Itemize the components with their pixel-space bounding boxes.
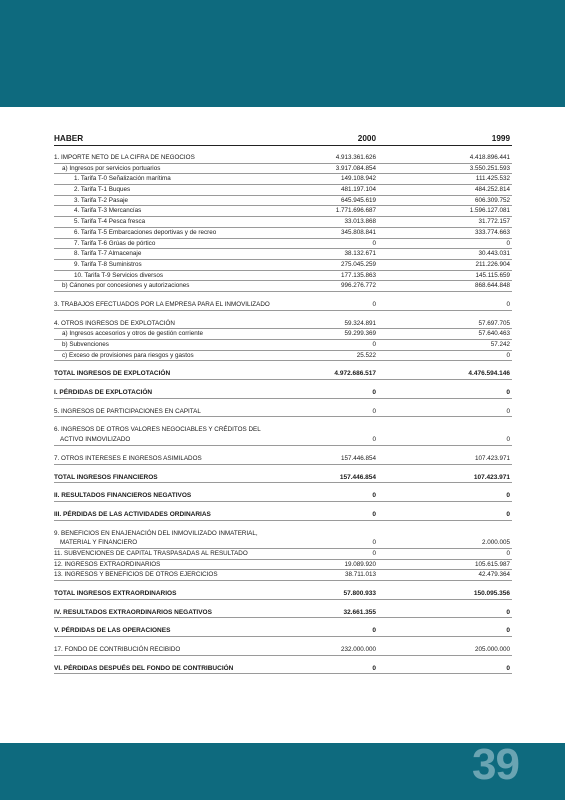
row-value-2000: 177.135.863: [340, 271, 376, 279]
table-row: [54, 329, 512, 340]
row-label: TOTAL INGRESOS FINANCIEROS: [54, 473, 158, 481]
row-value-2000: 0: [372, 239, 376, 247]
row-value-2000: 59.299.369: [344, 330, 376, 338]
row-label: V. PÉRDIDAS DE LAS OPERACIONES: [54, 627, 171, 635]
row-value-1999: 211.226.904: [475, 260, 510, 268]
row-label: ACTIVO INMOVILIZADO: [60, 436, 131, 444]
row-value-2000: 59.324.891: [344, 319, 376, 327]
row-value-2000: 0: [372, 436, 376, 444]
row-value-1999: 0: [506, 549, 510, 557]
row-label: a) Ingresos por servicios portuarios: [62, 164, 161, 172]
row-value-2000: 25.522: [356, 351, 376, 359]
row-value-1999: 111.425.532: [475, 175, 510, 183]
row-label: 3. Tarifa T-2 Pasaje: [74, 196, 129, 204]
row-value-1999: 4.476.594.146: [468, 370, 510, 378]
row-value-1999: 0: [506, 664, 510, 672]
row-label: 5. Tarifa T-4 Pesca fresca: [74, 218, 146, 226]
income-statement: [54, 128, 512, 674]
row-label: 6. INGRESOS DE OTROS VALORES NEGOCIABLES Y CRÉDITOS DEL: [54, 426, 261, 434]
row-value-1999: 2.000.005: [481, 539, 510, 547]
table-row: [54, 529, 512, 539]
table-row: [54, 425, 512, 435]
row-label: 13. INGRESOS Y BENEFICIOS DE OTROS EJERCICIOS: [54, 571, 218, 579]
table-row: [54, 196, 512, 207]
table-row: [54, 174, 512, 185]
row-value-1999: 0: [506, 627, 510, 635]
row-value-2000: 57.800.933: [343, 590, 376, 597]
table-row: [54, 271, 512, 282]
table-row: [54, 407, 512, 418]
table-row: [54, 206, 512, 217]
row-value-1999: 3.550.251.593: [469, 164, 510, 172]
row-value-2000: 996.276.772: [340, 282, 376, 290]
row-value-1999: 150.095.356: [473, 590, 510, 597]
header-label: HABER: [54, 134, 84, 143]
table-row: [54, 454, 512, 465]
table-row: [54, 549, 512, 560]
table-row: [54, 538, 512, 549]
row-value-2000: 32.661.355: [343, 608, 376, 616]
row-label: 12. INGRESOS EXTRAORDINARIOS: [54, 560, 161, 568]
row-label: 3. TRABAJOS EFECTUADOS POR LA EMPRESA PARA EL INMOVILIZADO: [54, 300, 270, 308]
table-row: [54, 435, 512, 446]
row-value-2000: 0: [372, 549, 376, 557]
row-value-1999: 0: [506, 407, 510, 415]
row-value-1999: 57.242: [490, 341, 510, 348]
row-value-1999: 4.418.896.441: [469, 154, 510, 161]
row-label: TOTAL INGRESOS DE EXPLOTACIÓN: [54, 370, 171, 378]
table-row: [54, 510, 512, 521]
row-label: c) Exceso de provisiones para riesgos y gastos: [62, 351, 194, 359]
table-row: [54, 560, 512, 571]
table-row: [54, 239, 512, 250]
row-value-2000: 3.917.084.854: [335, 164, 376, 172]
row-label: a) Ingresos accesorios y otros de gestión corriente: [62, 330, 204, 338]
row-label: 5. INGRESOS DE PARTICIPACIONES EN CAPITAL: [54, 407, 201, 415]
table-row: [54, 388, 512, 399]
table-row: [54, 626, 512, 637]
header-year-1999: 1999: [491, 134, 510, 143]
page-number: 39: [472, 740, 519, 789]
row-label: III. PÉRDIDAS DE LAS ACTIVIDADES ORDINARIAS: [54, 510, 211, 518]
row-value-1999: 0: [506, 389, 510, 397]
row-value-2000: 0: [372, 407, 376, 415]
row-value-1999: 606.309.752: [474, 196, 510, 204]
row-label: 6. Tarifa T-5 Embarcaciones deportivas y de recreo: [74, 228, 217, 236]
row-value-1999: 0: [506, 492, 510, 500]
table-row: [54, 351, 512, 362]
table-row: [54, 249, 512, 260]
table-body: [54, 153, 512, 674]
row-value-1999: 0: [506, 436, 510, 444]
row-value-1999: 484.252.814: [474, 186, 510, 194]
row-value-2000: 645.945.619: [340, 196, 376, 204]
table-row: [54, 589, 512, 600]
row-label: II. RESULTADOS FINANCIEROS NEGATIVOS: [54, 492, 192, 500]
row-label: VI. PÉRDIDAS DESPUÉS DEL FONDO DE CONTRIBUCIÓN: [54, 664, 234, 672]
row-label: 1. IMPORTE NETO DE LA CIFRA DE NEGOCIOS: [54, 154, 195, 161]
row-value-1999: 42.479.364: [478, 571, 510, 579]
row-value-2000: 38.711.013: [344, 571, 376, 579]
row-value-1999: 31.772.157: [478, 218, 510, 226]
row-value-2000: 0: [372, 492, 376, 500]
table-row: [54, 319, 512, 330]
row-value-2000: 157.446.854: [339, 473, 376, 481]
row-label: 7. Tarifa T-6 Grúas de pórtico: [74, 239, 156, 247]
table-row: [54, 153, 512, 164]
row-label: 4. OTROS INGRESOS DE EXPLOTACIÓN: [54, 319, 175, 327]
table-row: [54, 281, 512, 292]
table-row: [54, 340, 512, 351]
header-year-2000: 2000: [357, 134, 376, 143]
row-value-2000: 345.808.841: [340, 228, 376, 236]
row-label: 9. BENEFICIOS EN ENAJENACIÓN DEL INMOVILIZADO INMATERIAL,: [54, 529, 258, 537]
table-row: [54, 645, 512, 656]
row-value-1999: 0: [506, 608, 510, 616]
row-label: 7. OTROS INTERESES E INGRESOS ASIMILADOS: [54, 454, 202, 462]
row-label: 1. Tarifa T-0 Señalización marítima: [74, 175, 171, 183]
row-value-2000: 0: [372, 664, 376, 672]
row-label: I. PÉRDIDAS DE EXPLOTACIÓN: [54, 389, 153, 397]
row-value-2000: 4.972.686.517: [334, 370, 376, 378]
table-row: [54, 664, 512, 675]
row-value-1999: 107.423.971: [473, 473, 510, 481]
row-label: 9. Tarifa T-8 Suministros: [74, 260, 142, 268]
row-label: IV. RESULTADOS EXTRAORDINARIOS NEGATIVOS: [54, 608, 212, 616]
row-value-2000: 1.771.696.687: [335, 207, 376, 215]
row-value-2000: 0: [372, 389, 376, 397]
row-value-2000: 275.045.259: [340, 260, 376, 268]
row-value-1999: 1.596.127.081: [469, 207, 510, 215]
row-value-1999: 0: [506, 239, 510, 247]
row-value-1999: 107.423.971: [474, 454, 510, 462]
row-value-1999: 0: [506, 510, 510, 518]
row-value-2000: 149.108.942: [340, 175, 376, 183]
table-row: [54, 608, 512, 619]
row-label: b) Cánones por concesiones y autorizaciones: [62, 282, 190, 290]
row-value-2000: 0: [372, 341, 376, 348]
row-label: 2. Tarifa T-1 Buques: [74, 186, 131, 194]
table-header: [54, 128, 512, 146]
row-value-1999: 105.615.987: [474, 560, 510, 568]
row-value-2000: 0: [372, 300, 376, 308]
row-value-1999: 57.697.705: [478, 319, 510, 327]
row-value-1999: 57.640.463: [478, 330, 510, 338]
table-row: [54, 217, 512, 228]
table-row: [54, 473, 512, 484]
row-value-2000: 157.446.854: [340, 454, 376, 462]
row-label: 11. SUBVENCIONES DE CAPITAL TRASPASADAS AL RESULTADO: [54, 549, 248, 557]
row-label: 8. Tarifa T-7 Almacenaje: [74, 250, 142, 258]
row-label: TOTAL INGRESOS EXTRAORDINARIOS: [54, 590, 177, 597]
row-value-2000: 38.132.671: [344, 250, 376, 258]
top-color-band: [0, 0, 565, 107]
row-label: 4. Tarifa T-3 Mercancías: [74, 207, 142, 215]
table-row: [54, 491, 512, 502]
row-value-2000: 481.197.104: [340, 186, 376, 194]
row-value-2000: 33.013.868: [344, 218, 376, 226]
row-value-1999: 30.443.031: [478, 250, 510, 258]
row-value-2000: 19.089.920: [344, 560, 376, 568]
table-row: [54, 260, 512, 271]
row-value-2000: 0: [372, 627, 376, 635]
row-label: 10. Tarifa T-9 Servicios diversos: [74, 271, 164, 279]
row-value-2000: 0: [372, 510, 376, 518]
row-label: 17. FONDO DE CONTRIBUCIÓN RECIBIDO: [54, 646, 181, 654]
row-value-1999: 0: [506, 300, 510, 308]
table-row: [54, 185, 512, 196]
row-value-2000: 232.000.000: [340, 646, 376, 654]
row-value-1999: 205.000.000: [474, 646, 510, 654]
row-label: b) Subvenciones: [62, 341, 109, 348]
row-value-1999: 868.644.848: [474, 282, 510, 290]
table-row: [54, 164, 512, 175]
table-row: [54, 228, 512, 239]
table-row: [54, 369, 512, 380]
table-row: [54, 570, 512, 581]
row-value-1999: 145.115.659: [475, 271, 510, 279]
row-value-1999: 0: [506, 351, 510, 359]
table-row: [54, 300, 512, 311]
row-value-2000: 4.913.361.626: [335, 154, 376, 161]
row-value-1999: 333.774.663: [474, 228, 510, 236]
row-label: MATERIAL Y FINANCIERO: [60, 539, 138, 547]
row-value-2000: 0: [372, 539, 376, 547]
